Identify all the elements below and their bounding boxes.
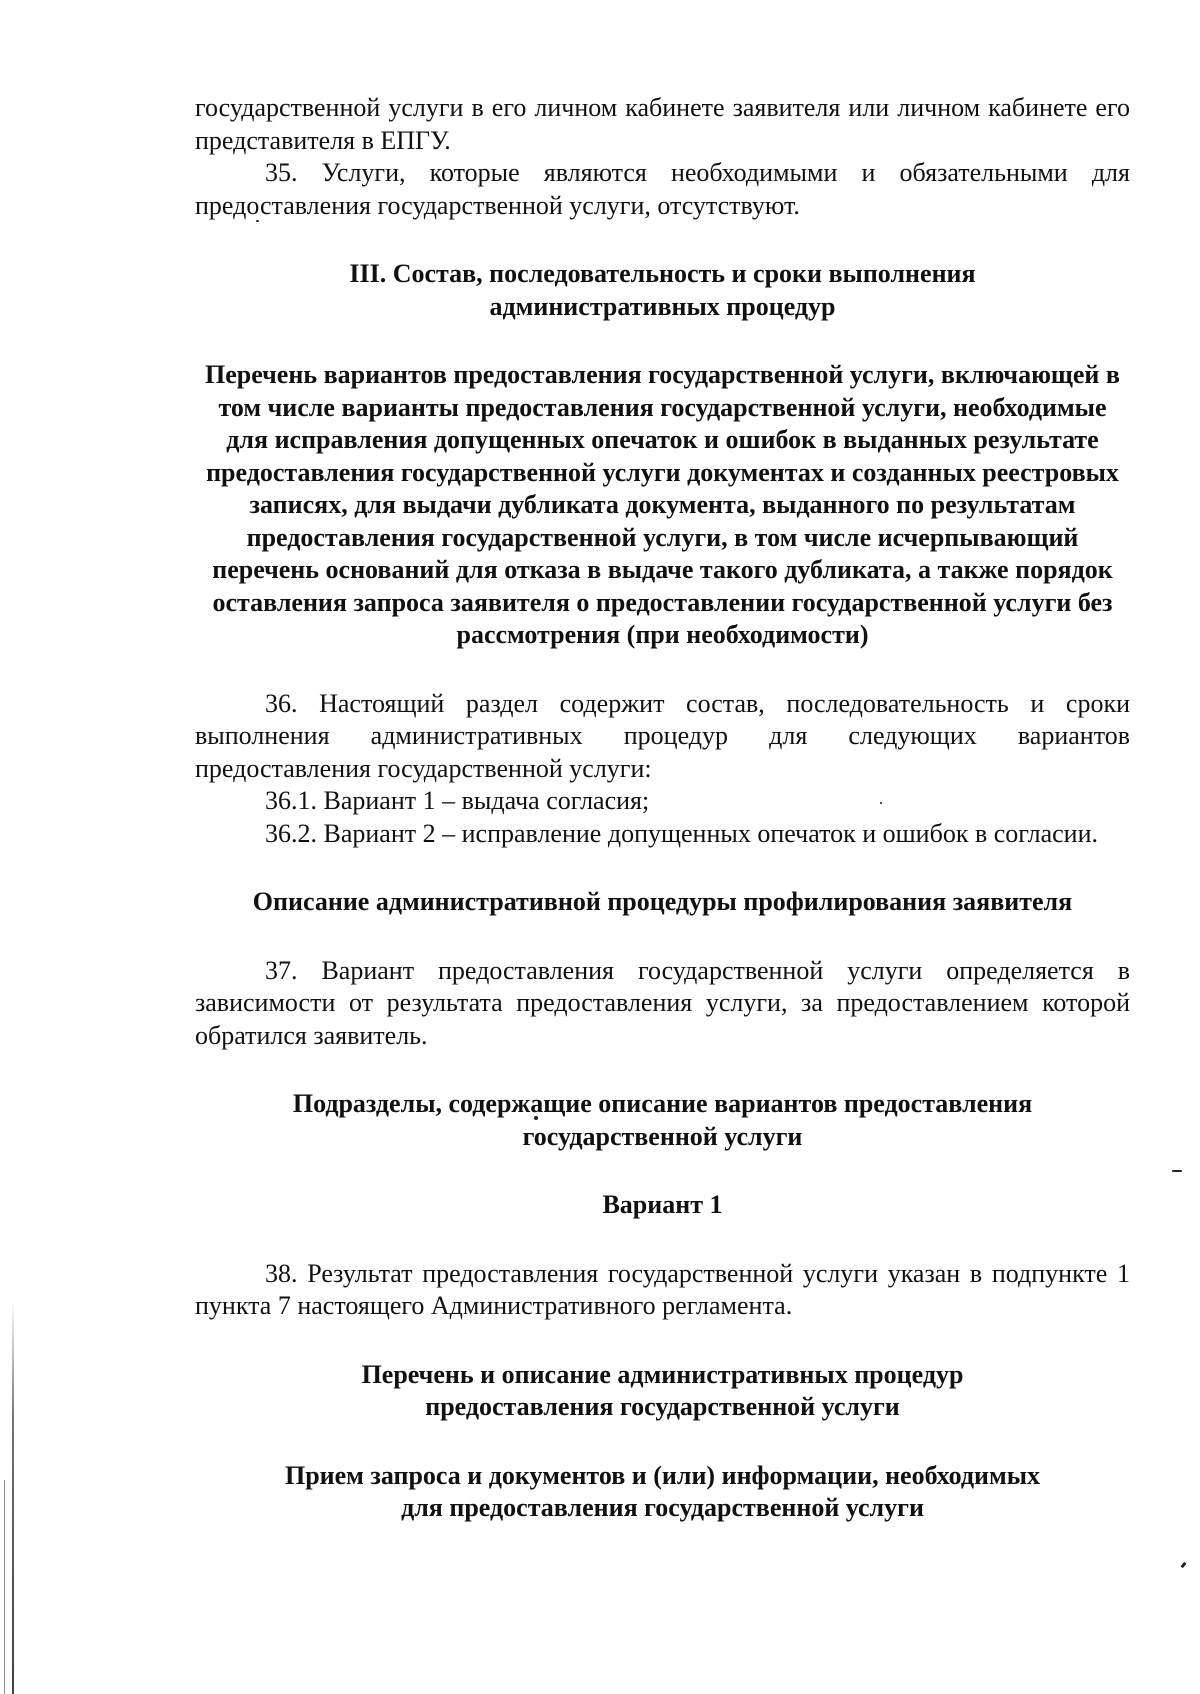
document-body [195,92,1130,1525]
reception-heading-line1: Прием запроса и документов и (или) информации, необходимых [284,1460,1041,1490]
procedures-heading-line1: Перечень и описание административных процедур [361,1359,964,1389]
paragraph-37: 37. Вариант предоставления государственной услуги определяется в зависимости от результата предоставления услуги, за предоставлением которой обратился заявитель. [195,955,1130,1050]
paragraph-36: 36. Настоящий раздел содержит состав, последовательность и сроки выполнения административных процедур для следующих вариантов предоставления государственной услуги: [195,688,1130,783]
paragraph-38: 38. Результат предоставления государственной услуги указан в подпункте 1 пункта 7 настоящего Административного регламента. [195,1258,1130,1320]
paragraph-continuation: государственной услуги в его личном кабинете заявителя или личном кабинете его представителя в ЕПГУ. [195,93,1130,155]
variants-list-heading: Перечень вариантов предоставления государственной услуги, включающей в том числе варианты предоставления государственной услуги, необходимые для исправления допущенных опечаток и ошибок в выданных результате предоставления государственной услуги документах и созданных реестровых записях, для выдачи дубликата документа, выданного по результатам предоставления государственной услуги, в том числе исчерпывающий перечень оснований для отказа в выдаче такого дубликата, а также порядок оставления запроса заявителя о предоставлении государственной услуги без рассмотрения (при необходимости) [205,360,1120,649]
profiling-heading: Описание административной процедуры профилирования заявителя [252,887,1073,916]
scan-edge-shadow [12,1300,14,1694]
scan-edge-line [4,1480,5,1694]
scan-speck [1172,1170,1182,1172]
reception-heading-line2: для предоставления государственной услуги [401,1493,924,1522]
paragraph-35: 35. Услуги, которые являются необходимыми и обязательными для предоставления государственной услуги, отсутствуют. [195,158,1130,220]
section-iii-title-line2: административных процедур [489,291,836,321]
section-iii-title-line1: III. Состав, последовательность и сроки выполнения [349,259,976,288]
subsections-heading-line1: Подразделы, содержащие описание вариантов предоставления [292,1089,1033,1118]
procedures-heading-line2: предоставления государственной услуги [425,1392,900,1421]
paragraph-36-2: 36.2. Вариант 2 – исправление допущенных опечаток и ошибок в согласии. [265,818,1098,848]
paragraph-36-1: 36.1. Вариант 1 – выдача согласия; [265,786,650,815]
subsections-heading-line2: государственной услуги [522,1121,803,1151]
variant-1-heading: Вариант 1 [602,1190,723,1219]
scan-speck [1180,1562,1186,1569]
